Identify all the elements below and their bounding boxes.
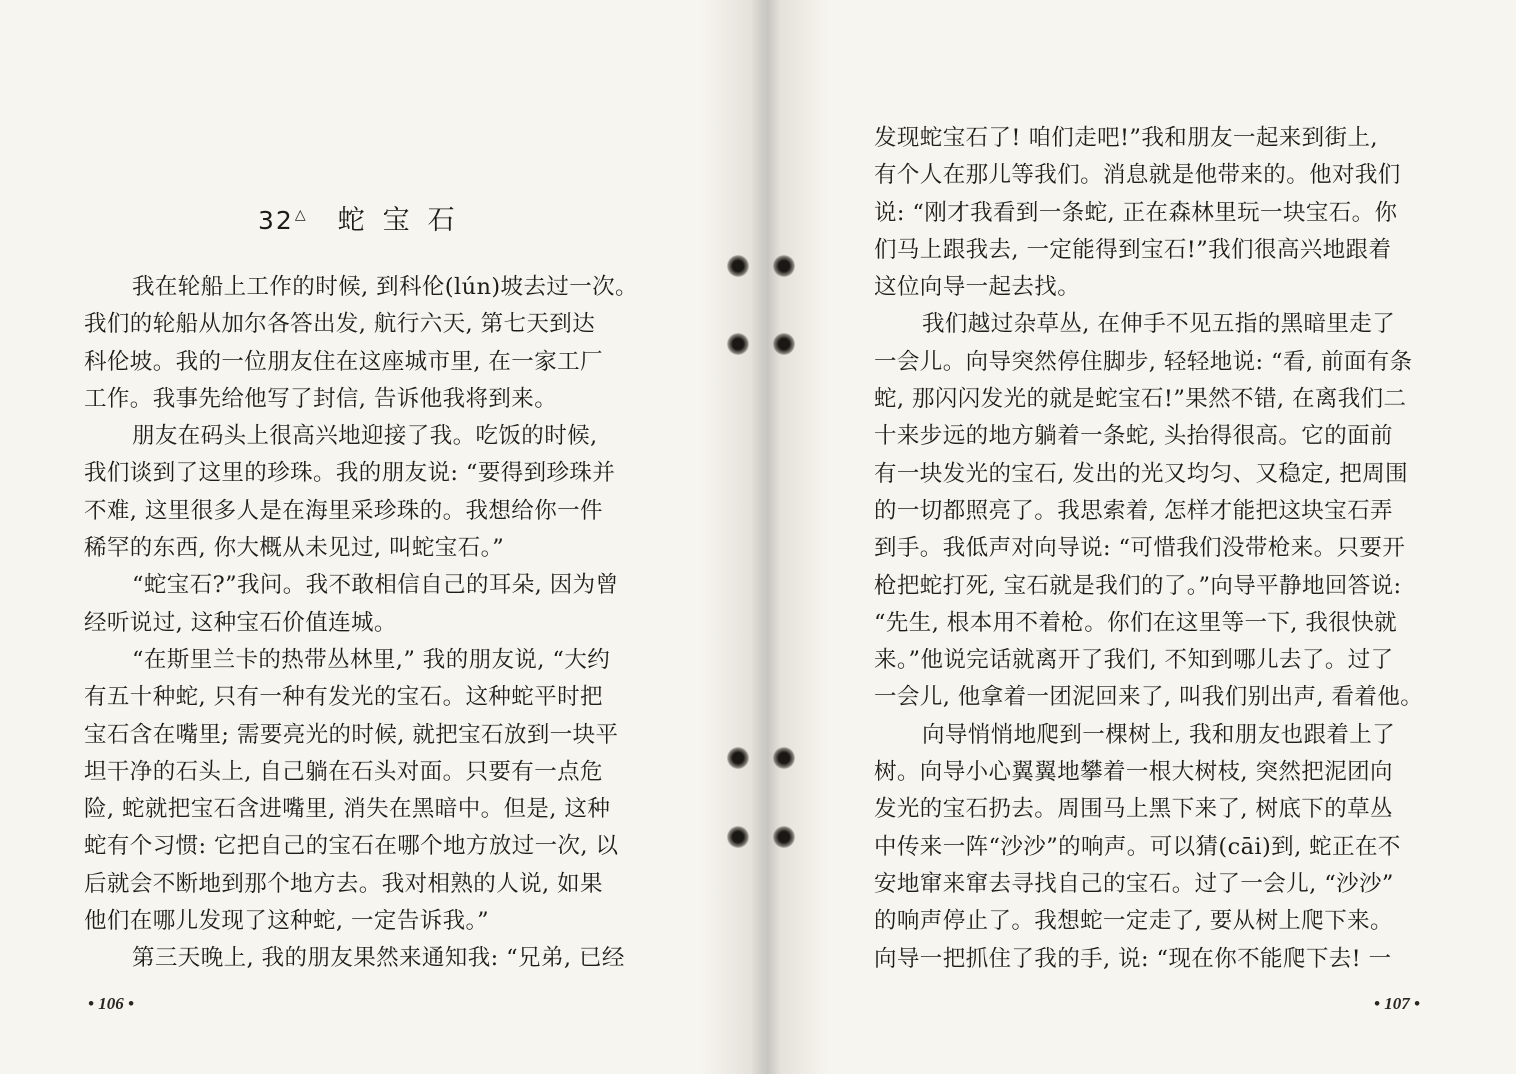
text-line: 发现蛇宝石了! 咱们走吧!”我和朋友一起来到街上, xyxy=(874,125,1378,151)
page-number-right: • 107 • xyxy=(1374,994,1420,1013)
text-line: 枪把蛇打死, 宝石就是我们的了。”向导平静地回答说: xyxy=(874,572,1402,599)
text-line: 我在轮船上工作的时候, 到科伦(lún)坡去过一次。 xyxy=(132,274,638,300)
text-line: “在斯里兰卡的热带丛林里,” 我的朋友说, “大约 xyxy=(132,646,611,673)
text-line: 工作。我事先给他写了封信, 告诉他我将到来。 xyxy=(84,385,558,412)
text-line: 一会儿, 他拿着一团泥回来了, 叫我们别出声, 看着他。 xyxy=(874,684,1424,711)
right-page-text xyxy=(874,120,1444,978)
text-line: 向导悄悄地爬到一棵树上, 我和朋友也跟着上了 xyxy=(922,721,1396,748)
text-line: 蛇有个习惯: 它把自己的宝石在哪个地方放过一次, 以 xyxy=(84,833,619,860)
binding-hole xyxy=(727,747,749,769)
binding-hole xyxy=(773,747,795,769)
text-line: 经听说过, 这种宝石价值连城。 xyxy=(84,609,397,636)
text-line: 我们谈到了这里的珍珠。我的朋友说: “要得到珍珠并 xyxy=(84,460,616,487)
text-line: 宝石含在嘴里; 需要亮光的时候, 就把宝石放到一块平 xyxy=(84,721,619,748)
binding-hole xyxy=(727,255,749,277)
binding-hole xyxy=(727,826,749,848)
text-line: 有五十种蛇, 只有一种有发光的宝石。这种蛇平时把 xyxy=(84,684,603,711)
text-line: “先生, 根本用不着枪。你们在这里等一下, 我很快就 xyxy=(874,609,1398,636)
text-line: 的一切都照亮了。我思索着, 怎样才能把这块宝石弄 xyxy=(874,497,1393,524)
text-line: 一会儿。向导突然停住脚步, 轻轻地说: “看, 前面有条 xyxy=(874,348,1413,375)
binding-hole xyxy=(727,333,749,355)
binding-hole xyxy=(773,826,795,848)
text-line: 中传来一阵“沙沙”的响声。可以猜(cāi)到, 蛇正在不 xyxy=(874,833,1401,860)
triangle-mark-icon: △ xyxy=(294,207,308,223)
text-line: 后就会不断地到那个地方去。我对相熟的人说, 如果 xyxy=(84,870,603,897)
text-line: 有一块发光的宝石, 发出的光又均匀、又稳定, 把周围 xyxy=(874,460,1409,487)
text-line: 发光的宝石扔去。周围马上黑下来了, 树底下的草丛 xyxy=(874,796,1393,823)
lesson-name: 蛇宝石 xyxy=(337,205,473,236)
binding-hole xyxy=(773,255,795,277)
text-line: 我们的轮船从加尔各答出发, 航行六天, 第七天到达 xyxy=(84,311,596,338)
text-line: 我们越过杂草丛, 在伸手不见五指的黑暗里走了 xyxy=(922,311,1396,338)
text-line: 安地窜来窜去寻找自己的宝石。过了一会儿, “沙沙” xyxy=(874,870,1394,897)
text-line: 第三天晚上, 我的朋友果然来通知我: “兄弟, 已经 xyxy=(132,945,625,972)
page-number-left: • 106 • xyxy=(88,994,134,1013)
text-line: 说: “刚才我看到一条蛇, 正在森林里玩一块宝石。你 xyxy=(874,199,1398,226)
left-page-text xyxy=(84,269,656,978)
text-line: “蛇宝石?”我问。我不敢相信自己的耳朵, 因为曾 xyxy=(132,572,619,599)
text-line: 到手。我低声对向导说: “可惜我们没带枪来。只要开 xyxy=(874,535,1406,562)
text-line: 蛇, 那闪闪发光的就是蛇宝石!”果然不错, 在离我们二 xyxy=(874,386,1407,413)
binding-hole xyxy=(773,333,795,355)
text-line: 树。向导小心翼翼地攀着一根大树枝, 突然把泥团向 xyxy=(874,759,1393,786)
text-line: 他们在哪儿发现了这种蛇, 一定告诉我。” xyxy=(84,908,490,935)
book-gutter xyxy=(700,0,830,1074)
text-line: 坦干净的石头上, 自己躺在石头对面。只要有一点危 xyxy=(84,758,603,785)
text-line: 的响声停止了。我想蛇一定走了, 要从树上爬下来。 xyxy=(874,908,1393,935)
lesson-title xyxy=(258,198,473,237)
text-line: 不难, 这里很多人是在海里采珍珠的。我想给你一件 xyxy=(84,497,603,524)
text-line: 十来步远的地方躺着一条蛇, 头抬得很高。它的面前 xyxy=(874,423,1393,450)
text-line: 来。”他说完话就离开了我们, 不知到哪儿去了。过了 xyxy=(874,647,1394,674)
text-line: 险, 蛇就把宝石含进嘴里, 消失在黑暗中。但是, 这种 xyxy=(84,796,611,823)
text-line: 向导一把抓住了我的手, 说: “现在你不能爬下去! 一 xyxy=(874,945,1392,972)
text-line: 这位向导一起去找。 xyxy=(874,274,1081,301)
text-line: 朋友在码头上很高兴地迎接了我。吃饭的时候, xyxy=(132,423,598,450)
lesson-number: 32 xyxy=(258,206,294,235)
text-line: 有个人在那儿等我们。消息就是他带来的。他对我们 xyxy=(874,162,1401,189)
text-line: 们马上跟我去, 一定能得到宝石!”我们很高兴地跟着 xyxy=(874,236,1392,263)
text-line: 科伦坡。我的一位朋友住在这座城市里, 在一家工厂 xyxy=(84,348,603,375)
text-line: 稀罕的东西, 你大概从未见过, 叫蛇宝石。” xyxy=(84,535,505,562)
